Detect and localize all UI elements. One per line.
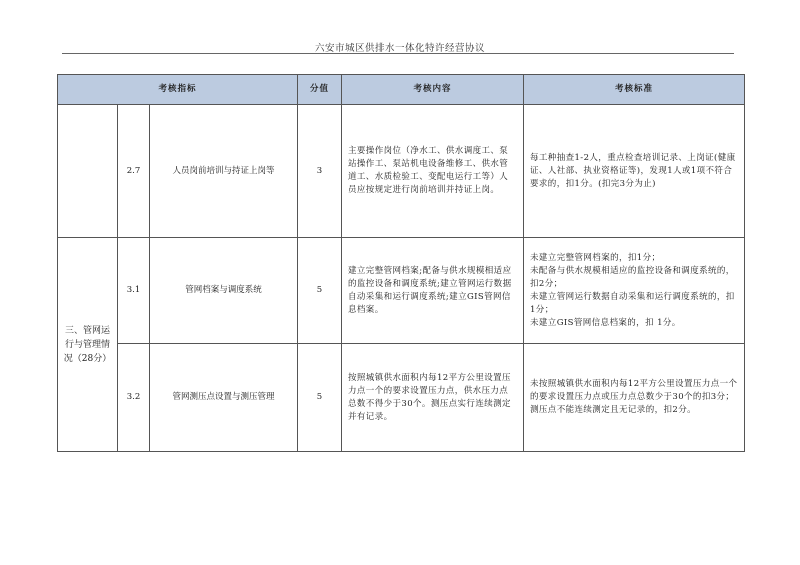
row-number: 2.7: [118, 105, 150, 238]
header-indicator: 考核指标: [58, 75, 298, 105]
assessment-table: [57, 74, 745, 452]
row-standard: 未按照城镇供水面积内每12平方公里设置压力点一个的要求设置压力点或压力点总数少于30个的扣3分； 测压点不能连续测定且无记录的，扣2分。: [524, 344, 745, 452]
row-indicator-name: 管网档案与调度系统: [150, 238, 298, 344]
row-indicator-name: 人员岗前培训与持证上岗等: [150, 105, 298, 238]
row-standard: 每工种抽查1-2人，重点检查培训记录、上岗证(健康证、人社部、执业资格证等)，发现1人或1项不符合要求的，扣1分。(扣完3分为止): [524, 105, 745, 238]
header-score: 分值: [298, 75, 342, 105]
table-row: [58, 105, 745, 238]
table-row: [58, 344, 745, 452]
row-content: 建立完整管网档案;配备与供水规模相适应的监控设备和调度系统;建立管网运行数据自动采集和运行调度系统;建立GIS管网信息档案。: [342, 238, 524, 344]
header-content: 考核内容: [342, 75, 524, 105]
row-number: 3.1: [118, 238, 150, 344]
header-divider: [62, 53, 734, 54]
row-score: 5: [298, 344, 342, 452]
row-score: 3: [298, 105, 342, 238]
document-header-title: 六安市城区供排水一体化特许经营协议: [314, 43, 485, 54]
row-indicator-name: 管网测压点设置与测压管理: [150, 344, 298, 452]
row-content: 主要操作岗位（净水工、供水调度工、泵站操作工、泵站机电设备维修工、供水管道工、水质检验工、变配电运行工等）人员应按规定进行岗前培训并持证上岗。: [342, 105, 524, 238]
category-cell-empty: [58, 105, 118, 238]
table-row: [58, 238, 745, 344]
category-label: 三、管网运行与管理情况（28分）: [58, 238, 118, 452]
row-number: 3.2: [118, 344, 150, 452]
table-header-row: [58, 75, 745, 105]
row-standard: 未建立完整管网档案的，扣1分； 未配备与供水规模相适应的监控设备和调度系统的，扣2分； 未建立管网运行数据自动采集和运行调度系统的，扣1分； 未建立GIS管网信息档案的，扣 1分。: [524, 238, 745, 344]
header-standard: 考核标准: [524, 75, 745, 105]
row-score: 5: [298, 238, 342, 344]
row-content: 按照城镇供水面积内每12平方公里设置压力点一个的要求设置压力点，供水压力点总数不得少于30个。测压点实行连续测定并有记录。: [342, 344, 524, 452]
